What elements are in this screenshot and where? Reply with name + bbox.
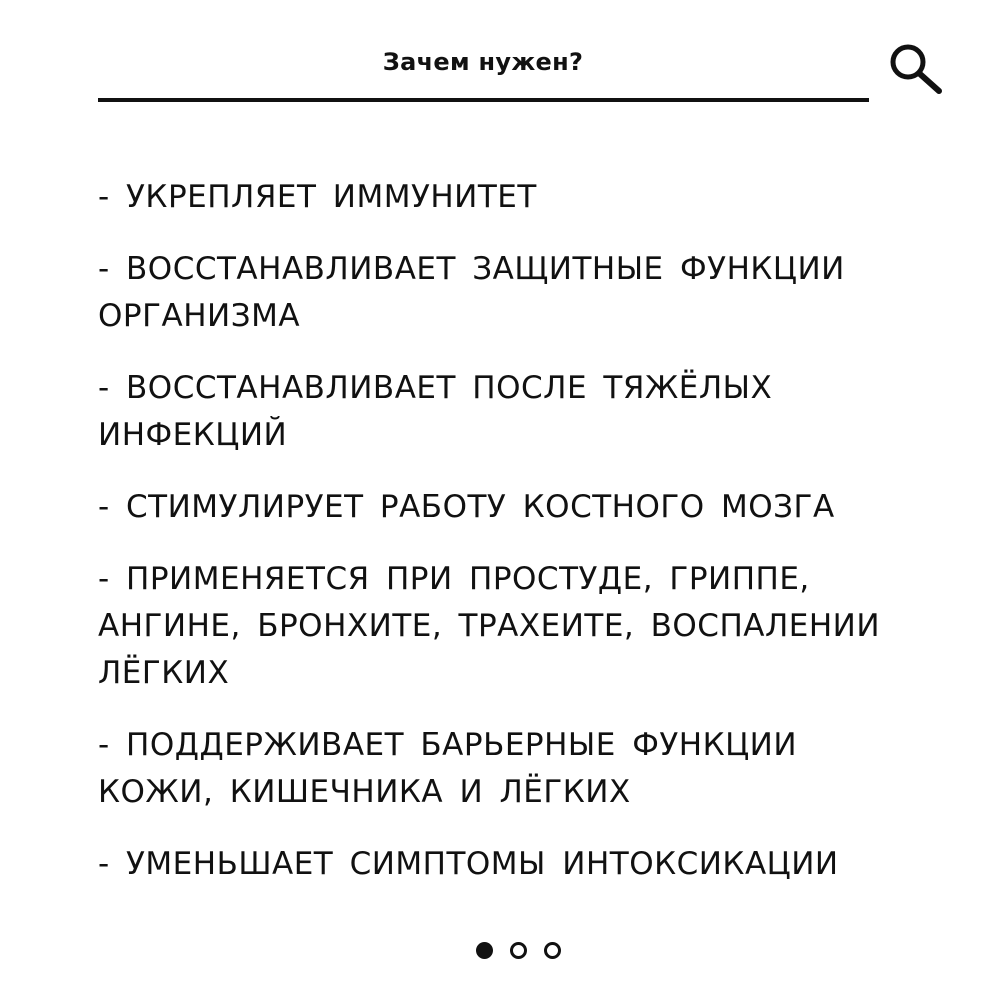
page-dot-2[interactable]: [510, 942, 527, 959]
benefit-item: - СТИМУЛИРУЕТ РАБОТУ КОСТНОГО МОЗГА: [98, 489, 835, 525]
benefit-item: - УМЕНЬШАЕТ СИМПТОМЫ ИНТОКСИКАЦИИ: [98, 846, 839, 882]
benefit-item: - УКРЕПЛЯЕТ ИММУНИТЕТ: [98, 179, 537, 215]
benefit-item: - ПОДДЕРЖИВАЕТ БАРЬЕРНЫЕ ФУНКЦИИ КОЖИ, КИШЕЧНИКА И ЛЁГКИХ: [98, 727, 798, 810]
page-dot-1-active[interactable]: [476, 942, 493, 959]
page-title: Зачем нужен?: [382, 48, 584, 76]
search-icon[interactable]: [886, 40, 944, 98]
page-dot-3[interactable]: [544, 942, 561, 959]
pagination-dots: [473, 939, 573, 963]
benefit-item: - ПРИМЕНЯЕТСЯ ПРИ ПРОСТУДЕ, ГРИППЕ, АНГИНЕ, БРОНХИТЕ, ТРАХЕИТЕ, ВОСПАЛЕНИИ ЛЁГКИХ: [98, 561, 881, 691]
benefit-item: - ВОССТАНАВЛИВАЕТ ЗАЩИТНЫЕ ФУНКЦИИ ОРГАНИЗМА: [98, 251, 845, 334]
benefit-item: - ВОССТАНАВЛИВАЕТ ПОСЛЕ ТЯЖЁЛЫХ ИНФЕКЦИЙ: [98, 370, 773, 453]
benefits-list: [98, 174, 948, 913]
title-underline: [98, 98, 869, 102]
